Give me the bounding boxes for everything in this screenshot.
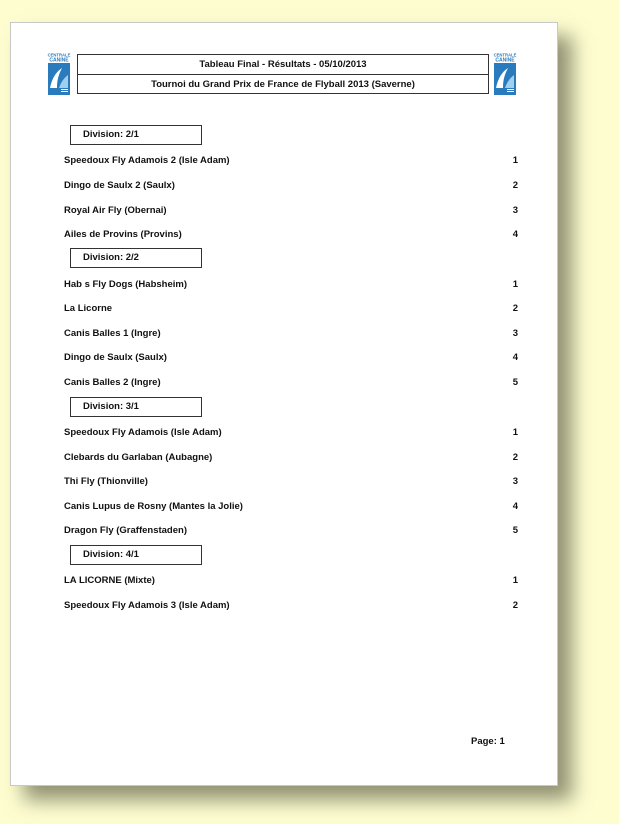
team-name: Dingo de Saulx (Saulx) [64,352,167,363]
team-row [64,302,518,316]
team-row [64,376,518,390]
team-rank: 3 [512,205,518,216]
team-name: Speedoux Fly Adamois 2 (Isle Adam) [64,155,230,166]
team-row [64,327,518,341]
report-title: Tableau Final - Résultats - 05/10/2013 [199,59,367,70]
team-name: Royal Air Fly (Obernai) [64,205,167,216]
division-header: Division: 4/1 [70,545,202,565]
division-header: Division: 3/1 [70,397,202,417]
team-name: Clebards du Garlaban (Aubagne) [64,452,213,463]
report-page [10,22,558,786]
team-name: Hab s Fly Dogs (Habsheim) [64,279,187,290]
team-name: Dragon Fly (Graffenstaden) [64,525,187,536]
team-row [64,451,518,465]
team-rank: 3 [512,476,518,487]
team-name: LA LICORNE (Mixte) [64,575,155,586]
team-row [64,426,518,440]
report-subtitle: Tournoi du Grand Prix de France de Flyball 2013 (Saverne) [78,74,488,94]
team-rank: 2 [512,600,518,611]
team-rank: 1 [512,427,518,438]
report-header [77,54,489,94]
team-row [64,154,518,168]
team-row [64,278,518,292]
team-row [64,475,518,489]
team-row [64,574,518,588]
team-row [64,599,518,613]
logo-text-bottom: CANINE [49,57,69,64]
logo-text-top: CENTRALE [493,52,517,58]
logo-text-bottom: CANINE [495,57,515,64]
team-rank: 1 [512,279,518,290]
team-row [64,179,518,193]
team-rank: 4 [512,229,518,240]
team-name: Canis Lupus de Rosny (Mantes la Jolie) [64,501,243,512]
team-rank: 4 [512,501,518,512]
team-row [64,204,518,218]
team-name: Speedoux Fly Adamois (Isle Adam) [64,427,222,438]
team-rank: 5 [512,377,518,388]
page-number: Page: 1 [471,736,505,747]
team-row [64,500,518,514]
team-name: Dingo de Saulx 2 (Saulx) [64,180,175,191]
centrale-canine-logo-right [493,52,517,96]
team-name: Canis Balles 2 (Ingre) [64,377,161,388]
division-header: Division: 2/2 [70,248,202,268]
team-rank: 4 [512,352,518,363]
team-rank: 1 [512,575,518,586]
team-name: Thi Fly (Thionville) [64,476,148,487]
team-rank: 2 [512,180,518,191]
team-rank: 3 [512,328,518,339]
division-header: Division: 2/1 [70,125,202,145]
team-row [64,524,518,538]
team-row [64,228,518,242]
team-rank: 2 [512,303,518,314]
team-rank: 2 [512,452,518,463]
team-name: Canis Balles 1 (Ingre) [64,328,161,339]
logo-text-top: CENTRALE [47,52,71,58]
centrale-canine-logo-left [47,52,71,96]
team-rank: 1 [512,155,518,166]
team-name: Ailes de Provins (Provins) [64,229,182,240]
team-name: Speedoux Fly Adamois 3 (Isle Adam) [64,600,230,611]
team-row [64,351,518,365]
team-name: La Licorne [64,303,113,314]
team-rank: 5 [512,525,518,536]
